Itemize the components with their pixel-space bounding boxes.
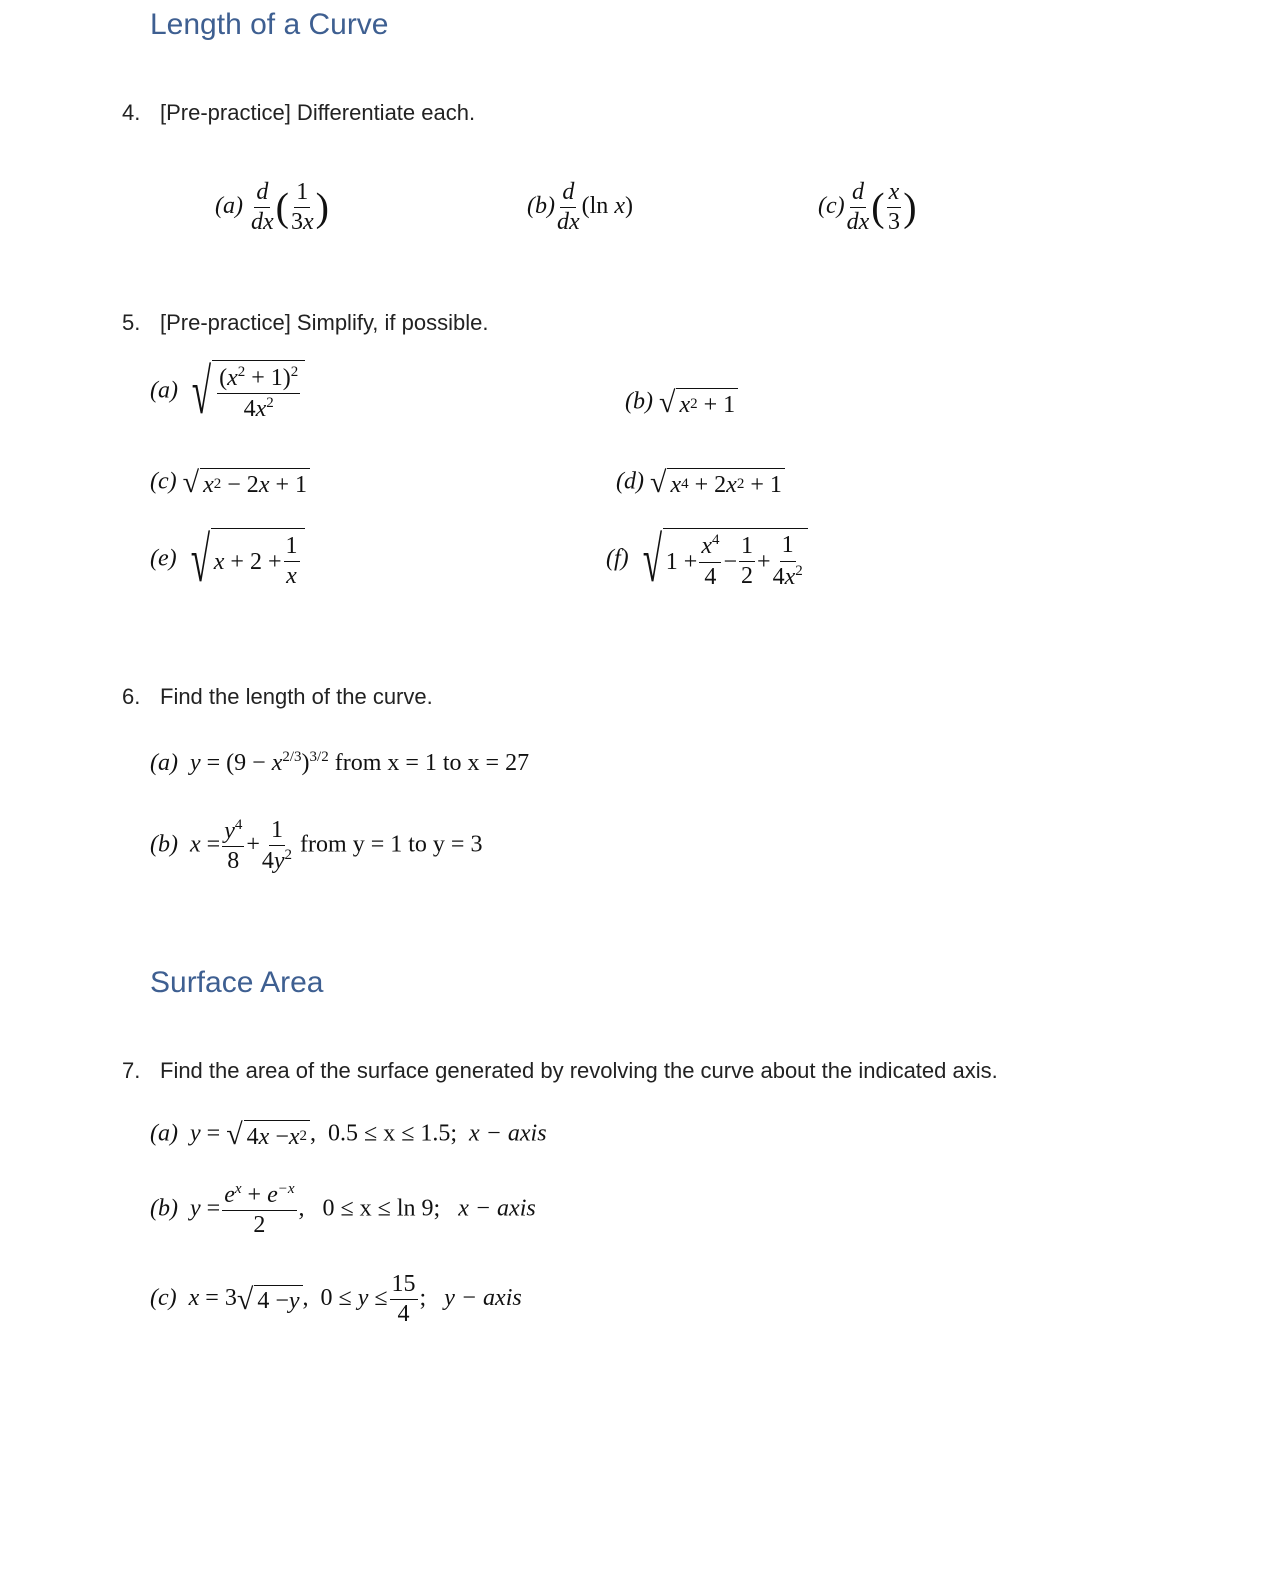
q5-part-b: (b) √ x 2 + 1: [625, 388, 738, 418]
part-label: (e): [150, 545, 177, 572]
part-label: (b): [527, 193, 555, 220]
question-6: [122, 684, 433, 710]
part-label: (c): [150, 468, 177, 495]
q7-a-range: 0.5 ≤ x ≤ 1.5;: [328, 1120, 458, 1147]
q7-part-a: (a) y = √ 4 x − x 2 , 0.5 ≤ x ≤ 1.5; x − axis: [150, 1118, 547, 1151]
q5-part-f: (f) √ 1 + $\frac{x^4}{4}$ − $\frac{1}{2}$ + $\frac{1}{4x^2}$: [606, 528, 808, 592]
part-label: (c): [818, 193, 845, 220]
part-label: (a): [150, 750, 178, 776]
q7-b-range: 0 ≤ x ≤ ln 9;: [322, 1195, 441, 1222]
q5-part-c: (c) √ x 2 − 2 x + 1: [150, 468, 310, 498]
q6-part-a: (a) $y = (9 - x^{2/3})^{3/2}$ from x = 1 to x = 27: [150, 749, 530, 776]
q4-part-a: (a) $\frac{d}{dx}$ ( $\frac{1}{3x}$ ): [215, 179, 329, 236]
part-label: (c): [150, 1285, 177, 1312]
part-label: (a): [215, 193, 243, 220]
q7-a-axis: x − axis: [469, 1120, 547, 1147]
q4-part-b: (b) $\frac{d}{dx}$ (ln x): [527, 179, 633, 236]
question-5: [122, 310, 488, 336]
q7-c-axis: y − axis: [444, 1285, 522, 1312]
q7-b-axis: x − axis: [458, 1195, 536, 1222]
question-number: 7.: [122, 1058, 141, 1083]
question-number: 4.: [122, 100, 141, 125]
part-label: (f): [606, 545, 629, 572]
q4-part-c: (c) $\frac{d}{dx}$ ( $\frac{x}{3}$ ): [818, 179, 917, 236]
part-label: (b): [150, 1195, 178, 1222]
part-label: (a): [150, 1120, 178, 1147]
q5-part-d: (d) √ x 4 + 2 x 2 + 1: [616, 468, 785, 498]
q6-b-range: from y = 1 to y = 3: [300, 831, 483, 858]
question-number: 5.: [122, 310, 141, 335]
q7-part-c: (c) x = 3 √ 4 − y , 0 ≤ y ≤ $\frac{15}{4}$ ; y − axis: [150, 1271, 522, 1328]
question-text: [Pre-practice] Simplify, if possible.: [160, 310, 489, 335]
question-number: 6.: [122, 684, 141, 709]
part-label: (b): [150, 831, 178, 858]
question-4: [122, 100, 475, 126]
q6-a-range: from x = 1 to x = 27: [334, 750, 530, 776]
section-heading-length: Length of a Curve: [150, 8, 389, 41]
question-text: [Pre-practice] Differentiate each.: [160, 100, 476, 125]
part-label: (d): [616, 468, 644, 495]
q7-part-b: (b) y = $\frac{e^x + e^{-x}}{2}$ , 0 ≤ x ≤ ln 9; x − axis: [150, 1181, 536, 1239]
question-text: Find the length of the curve.: [160, 684, 433, 709]
q6-part-b: (b) x = $\frac{y^4}{8}$ + $\frac{1}{4y^2}$ from y = 1 to y = 3: [150, 817, 483, 875]
part-label: (a): [150, 377, 178, 404]
q5-part-e: (e) √ x + 2 + $\frac{1}{x}$: [150, 528, 305, 592]
q5-part-a: (a) √ $\frac{(x^2 + 1)^2}{4x^2}$: [150, 360, 305, 424]
part-label: (b): [625, 388, 653, 415]
section-heading-surface: Surface Area: [150, 966, 324, 999]
question-7: [122, 1058, 998, 1084]
question-text: Find the area of the surface generated by revolving the curve about the indicated axis.: [160, 1058, 998, 1083]
